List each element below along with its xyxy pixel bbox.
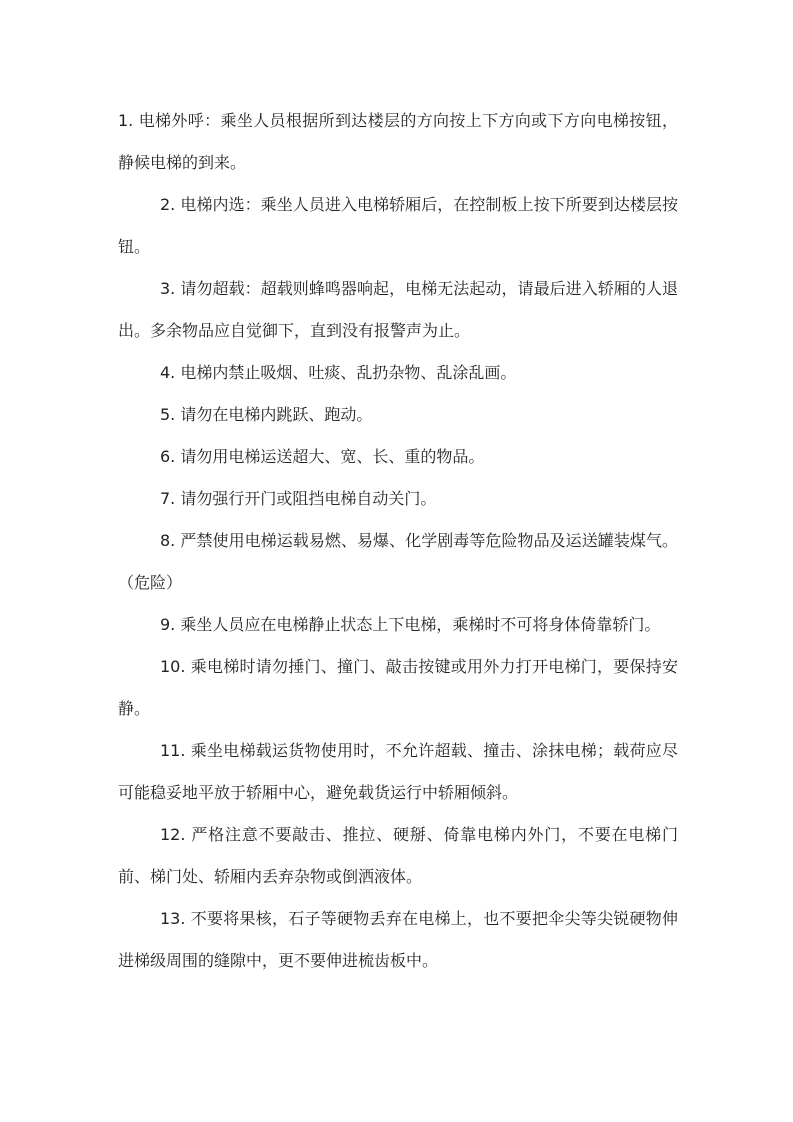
document-page: [118, 100, 678, 982]
rule-paragraph-2: 2. 电梯内选：乘坐人员进入电梯轿厢后，在控制板上按下所要到达楼层按钮。: [118, 195, 678, 256]
rule-paragraph-11: 11. 乘坐电梯载运货物使用时，不允许超载、撞击、涂抹电梯；载荷应尽可能稳妥地平放于轿厢中心，避免载货运行中轿厢倾斜。: [118, 741, 678, 802]
rule-paragraph-10: 10. 乘电梯时请勿捶门、撞门、敲击按键或用外力打开电梯门，要保持安静。: [118, 657, 678, 718]
rule-paragraph-1: 1. 电梯外呼：乘坐人员根据所到达楼层的方向按上下方向或下方向电梯按钮，静候电梯的到来。: [118, 111, 678, 172]
rule-paragraph-9: 9. 乘坐人员应在电梯静止状态上下电梯，乘梯时不可将身体倚靠轿门。: [160, 615, 661, 634]
rule-paragraph-12: 12. 严格注意不要敲击、推拉、硬掰、倚靠电梯内外门，不要在电梯门前、梯门处、轿厢内丢弃杂物或倒洒液体。: [118, 825, 678, 886]
rule-paragraph-6: 6. 请勿用电梯运送超大、宽、长、重的物品。: [160, 447, 485, 466]
rule-paragraph-7: 7. 请勿强行开门或阻挡电梯自动关门。: [160, 489, 437, 508]
rule-paragraph-4: 4. 电梯内禁止吸烟、吐痰、乱扔杂物、乱涂乱画。: [160, 363, 517, 382]
rule-paragraph-13: 13. 不要将果核，石子等硬物丢弃在电梯上，也不要把伞尖等尖锐硬物伸进梯级周围的缝隙中，更不要伸进梳齿板中。: [118, 909, 678, 970]
rule-paragraph-8: 8. 严禁使用电梯运载易燃、易爆、化学剧毒等危险物品及运送罐装煤气。（危险）: [118, 531, 678, 592]
rule-paragraph-3: 3. 请勿超载：超载则蜂鸣器响起，电梯无法起动，请最后进入轿厢的人退出。多余物品应自觉御下，直到没有报警声为止。: [118, 279, 678, 340]
rule-paragraph-5: 5. 请勿在电梯内跳跃、跑动。: [160, 405, 373, 424]
